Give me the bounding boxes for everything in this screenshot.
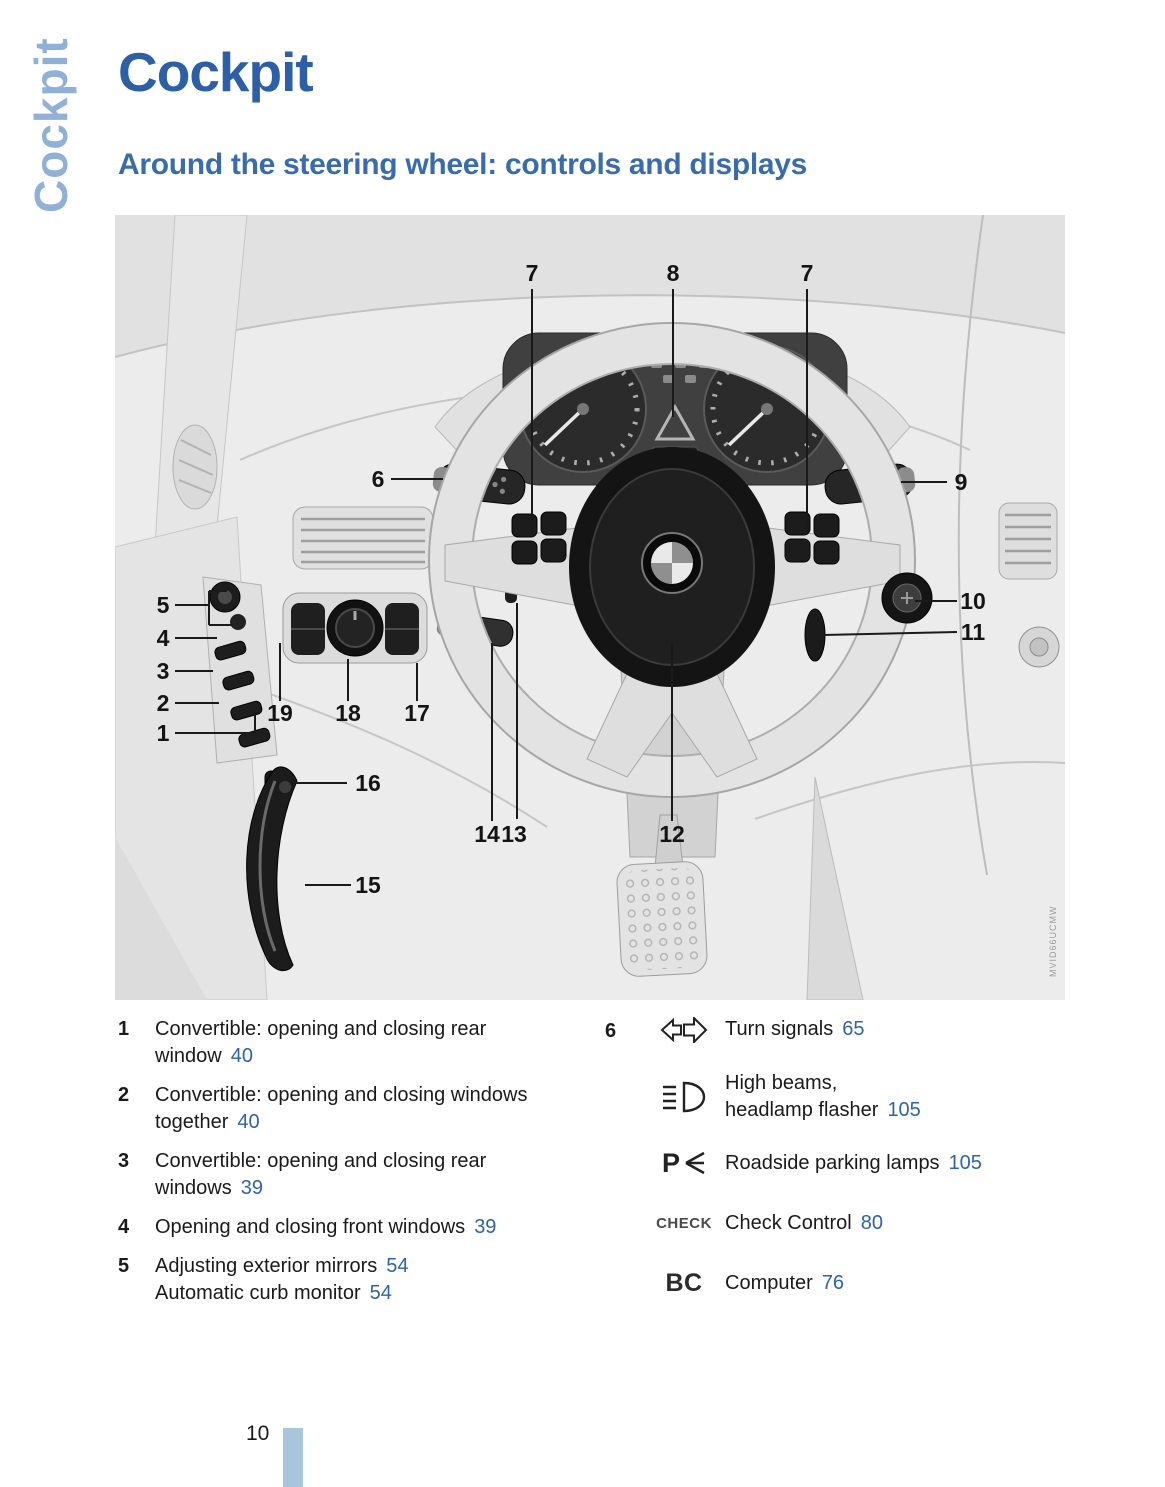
legend-item-parking-lamps — [643, 1148, 982, 1178]
page-ref: 105 — [887, 1099, 921, 1121]
legend-item-high-beams — [643, 1070, 982, 1124]
callout-14: 14 — [474, 821, 500, 847]
callout-7-right: 7 — [800, 260, 814, 286]
callout-6: 6 — [371, 466, 385, 492]
door-lock-knob — [1019, 627, 1059, 667]
legend-item-text: Automatic curb monitor — [155, 1282, 361, 1304]
legend-item-text: Convertible: opening and closing rear windows — [155, 1150, 487, 1199]
footer-accent-bar — [283, 1428, 303, 1487]
legend-item-turn-signals — [643, 1016, 982, 1043]
cockpit-diagram-svg — [115, 215, 1065, 1000]
start-stop-button — [882, 573, 932, 623]
page-ref: 40 — [237, 1111, 260, 1133]
page-ref: 40 — [230, 1045, 253, 1067]
section-heading: Around the steering wheel: controls and displays — [118, 148, 808, 181]
legend-item-text: Convertible: opening and closing rear window — [155, 1018, 487, 1067]
callout-16: 16 — [355, 770, 381, 796]
legend-item-text: Check Control — [725, 1212, 852, 1234]
legend-item-2 — [118, 1082, 596, 1136]
callout-12: 12 — [659, 821, 685, 847]
legend-item-number: 4 — [118, 1216, 130, 1238]
legend-item-text: Computer — [725, 1272, 813, 1294]
legend-item-text: Opening and closing front windows — [155, 1216, 466, 1238]
legend-item-number: 6 — [605, 1020, 617, 1042]
legend-item-number: 3 — [118, 1150, 130, 1172]
legend-item-text: Turn signals — [725, 1018, 834, 1040]
callout-8: 8 — [666, 260, 680, 286]
legend-item-3 — [118, 1148, 596, 1202]
legend-item-text: Adjusting exterior mirrors — [155, 1255, 378, 1277]
legend-item-text: High beams, — [725, 1072, 838, 1094]
computer-icon: BC — [665, 1269, 703, 1297]
cockpit-diagram — [115, 215, 1065, 1000]
legend-right-column — [605, 1016, 982, 1319]
bmw-roundel — [642, 533, 702, 593]
column-release-lever — [805, 609, 825, 661]
left-air-vent — [293, 507, 433, 569]
page-ref: 76 — [821, 1272, 845, 1294]
image-watermark: MVID66UCMW — [1048, 905, 1058, 977]
legend-item-1 — [118, 1016, 596, 1070]
callout-10: 10 — [960, 588, 986, 614]
callout-19: 19 — [267, 700, 293, 726]
right-air-vent — [999, 503, 1057, 579]
headlight-switch-panel — [283, 593, 427, 663]
high-beams-icon — [662, 1081, 706, 1113]
callout-17: 17 — [404, 700, 430, 726]
legend-item-5 — [118, 1253, 596, 1307]
page-number: 10 — [246, 1422, 270, 1445]
page-ref: 39 — [474, 1216, 497, 1238]
callout-5: 5 — [156, 592, 170, 618]
callout-9: 9 — [954, 469, 968, 495]
callout-4: 4 — [156, 625, 170, 651]
page-ref: 80 — [860, 1212, 883, 1234]
legend-item-check-control — [643, 1210, 982, 1237]
callout-11: 11 — [960, 619, 986, 645]
legend-item-text: Roadside parking lamps — [725, 1151, 940, 1174]
legend-item-computer — [643, 1270, 982, 1297]
parking-lamps-icon — [662, 1148, 706, 1178]
legend-item-number: 5 — [118, 1255, 130, 1277]
callout-15: 15 — [355, 872, 381, 898]
callout-18: 18 — [335, 700, 361, 726]
legend-item-number: 2 — [118, 1084, 130, 1106]
legend-item-4 — [118, 1214, 596, 1241]
page-ref: 65 — [842, 1018, 865, 1040]
svg-text:P: P — [662, 1148, 681, 1178]
callout-1: 1 — [156, 720, 170, 746]
sidebar-chapter-label: Cockpit — [25, 37, 77, 213]
page-ref: 39 — [240, 1177, 263, 1199]
callout-2: 2 — [156, 690, 170, 716]
callout-13: 13 — [501, 821, 527, 847]
callout-7-left: 7 — [525, 260, 539, 286]
page-ref: 105 — [948, 1151, 982, 1174]
page-title: Cockpit — [118, 41, 313, 103]
check-control-icon: CHECK — [656, 1215, 712, 1232]
legend — [118, 1016, 1065, 1319]
legend-item-number: 1 — [118, 1018, 130, 1040]
page-ref: 54 — [369, 1282, 392, 1304]
legend-item-text: Convertible: opening and closing windows together — [155, 1084, 528, 1133]
turn-signals-icon — [660, 1017, 708, 1043]
legend-left-column — [118, 1016, 596, 1319]
legend-item-text: headlamp flasher — [725, 1099, 879, 1121]
page-ref: 54 — [386, 1255, 409, 1277]
callout-3: 3 — [156, 658, 170, 684]
mirror-select-knob — [230, 614, 246, 630]
